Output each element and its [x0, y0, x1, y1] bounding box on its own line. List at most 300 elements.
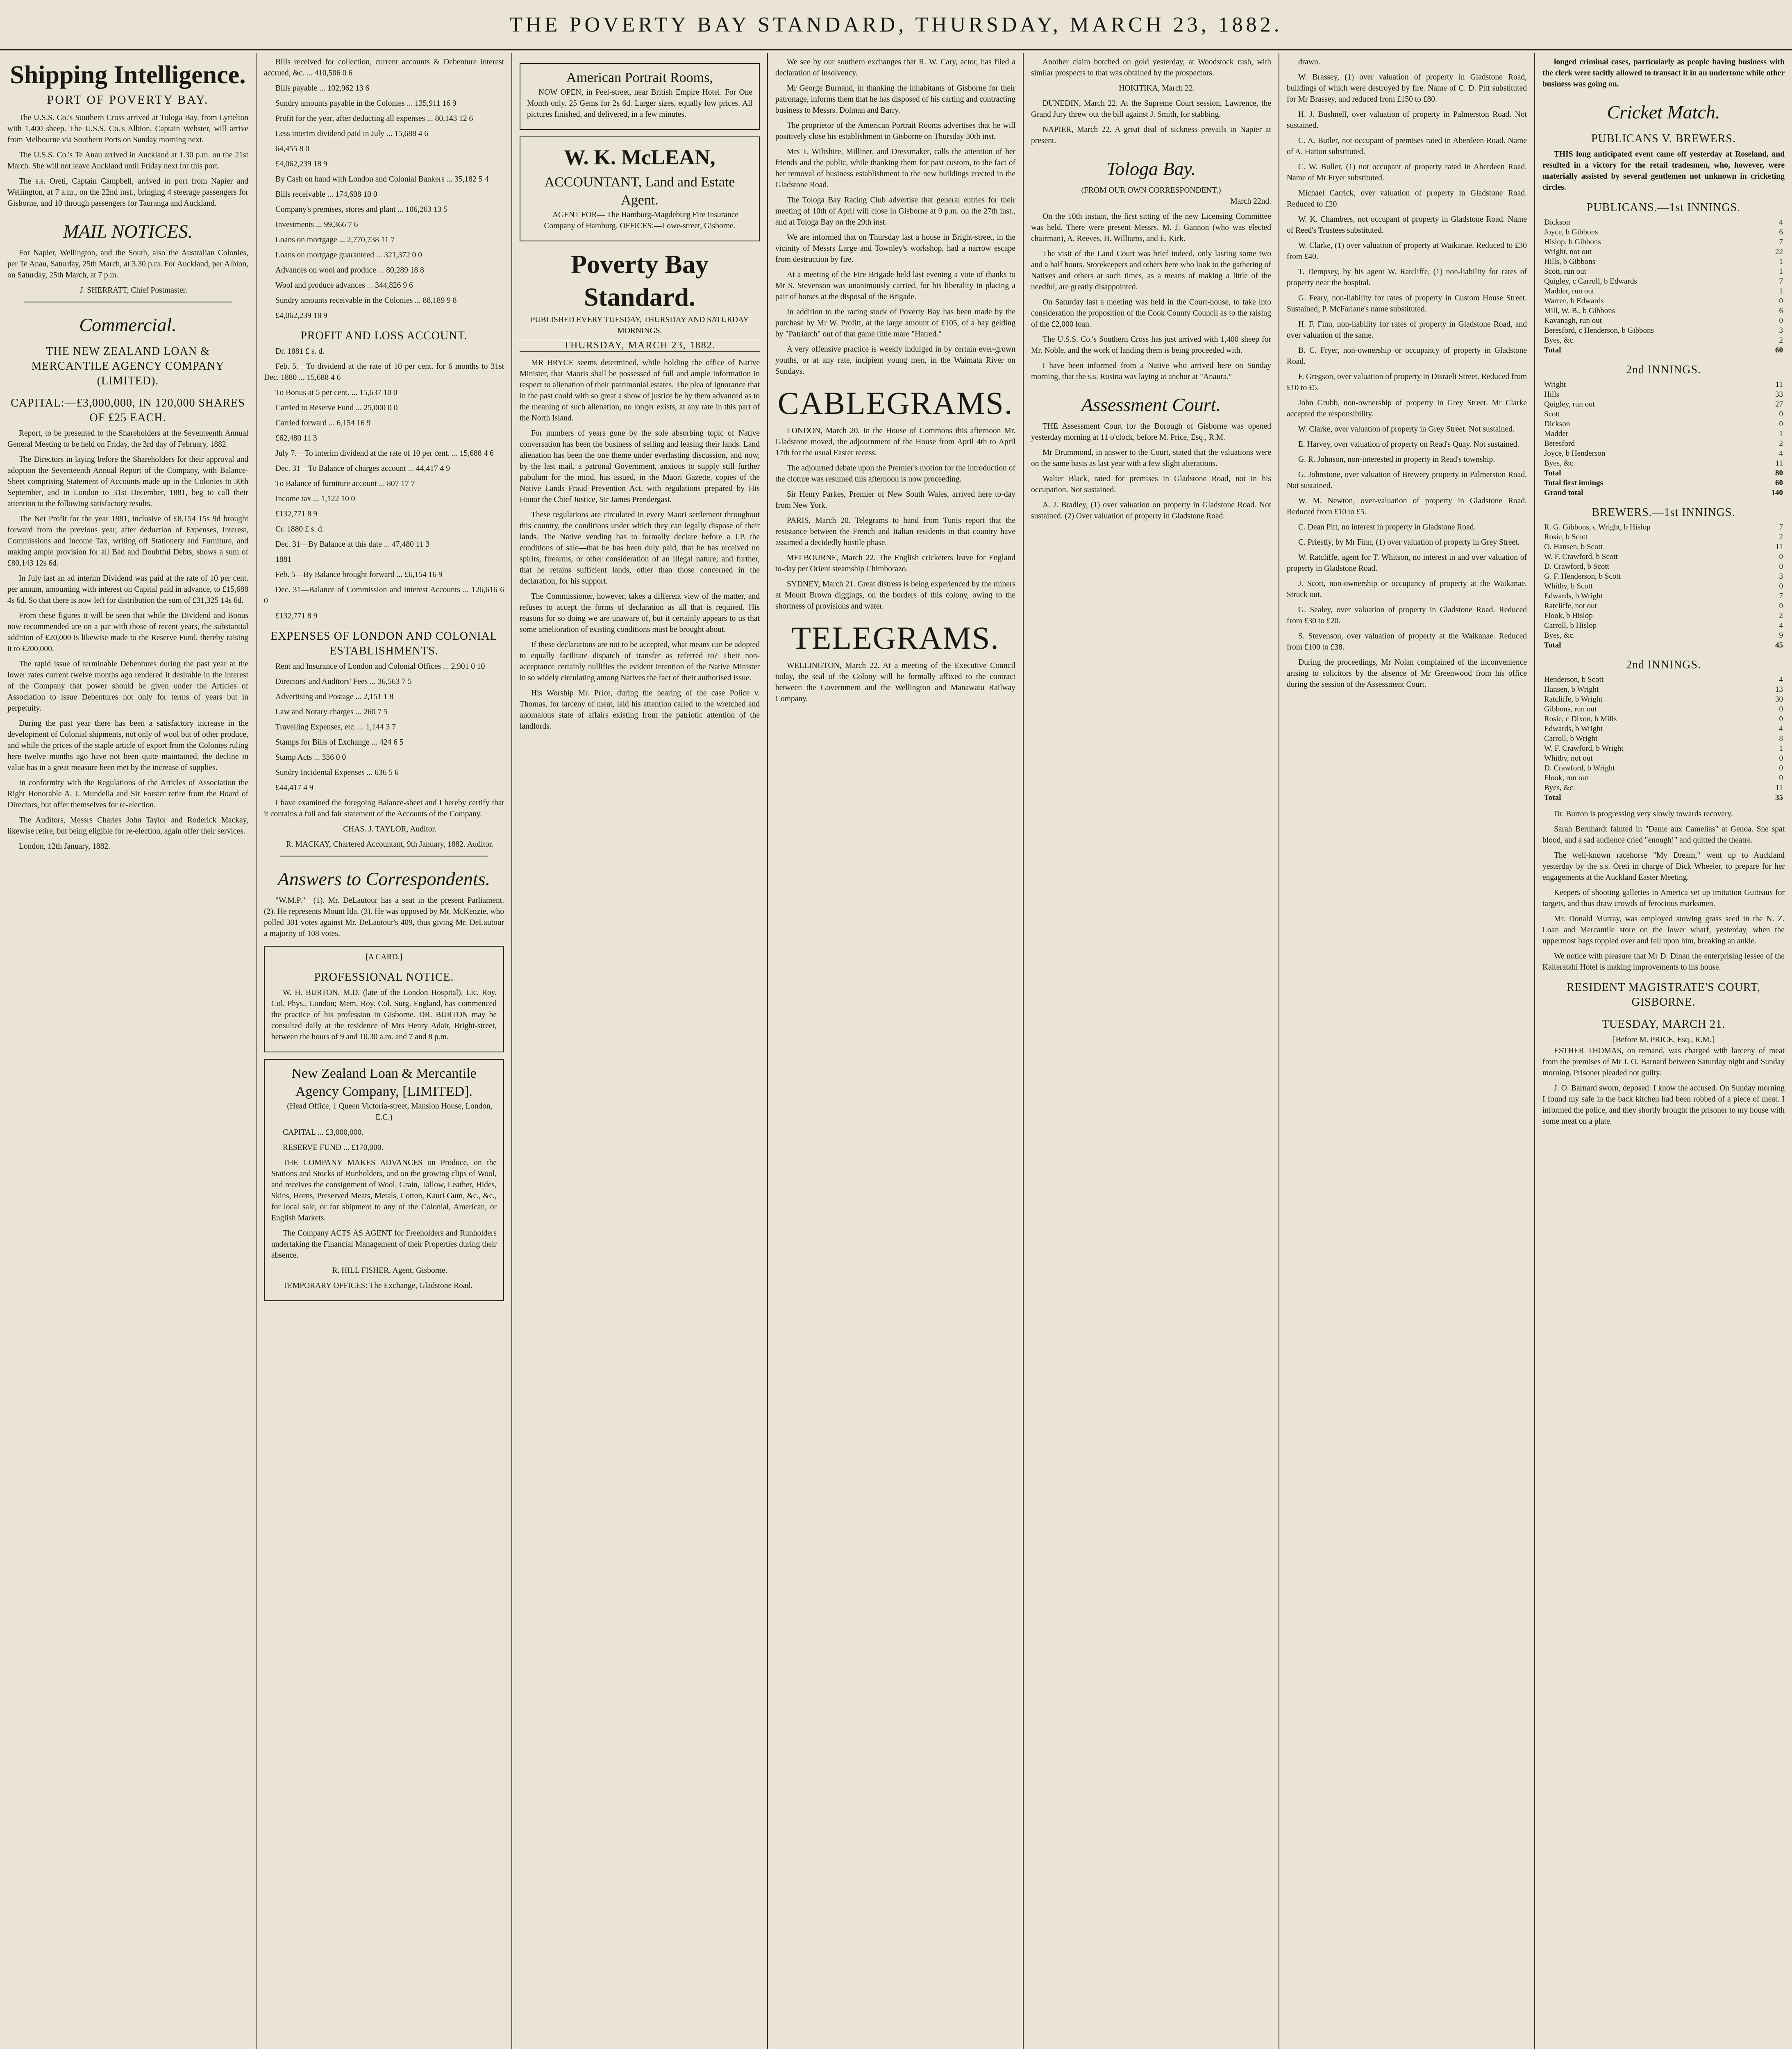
cable-paragraph: SYDNEY, March 21. Great distress is being experienced by the miners at Mount Brown diggings, on the borders of this colony, owing to the shortness of provisions and water.: [775, 580, 1015, 611]
scorecard-row: [1542, 724, 1785, 734]
ledger-line: Wool and produce advances ... 344,826 9 6: [275, 281, 413, 290]
scorecard-row: [1542, 542, 1785, 552]
batsman-name: Dickson: [1544, 218, 1570, 227]
scorecard-row: [1542, 316, 1785, 326]
portrait-ad: [520, 63, 760, 130]
cable-paragraph: MELBOURNE, March 22. The English cricketers leave for England to-day per Orient steamship Chimborazo.: [775, 554, 1015, 573]
ledger-line: July 7.—To interim dividend at the rate of 10 per cent. ... 15,688 4 6: [275, 449, 494, 458]
scorecard-total: Total 35: [1544, 793, 1783, 802]
batsman-runs: 0: [1779, 715, 1783, 723]
scorecard-row: [1542, 296, 1785, 306]
telegram-paragraph: WELLINGTON, March 22. At a meeting of the Executive Council today, the seal of the Colony will be formally affixed to the contract between the Government and the Wellington and Manawatu Railway Company.: [775, 661, 1015, 703]
address: (Head Office, 1 Queen Victoria-street, Mansion House, London, E.C.): [287, 1102, 493, 1122]
batsman-runs: 2: [1779, 611, 1783, 620]
assessment-entry: During the proceedings, Mr Nolan complained of the inconvenience arising to solicitors by the absence of Mr Greenwood from his office during the session of the Assessment Court.: [1287, 658, 1527, 689]
ledger-line: Loans on mortgage ... 2,770,738 11 7: [275, 236, 395, 244]
scorecard-row: [1542, 439, 1785, 449]
tologa-bay-heading: Tologa Bay.: [1106, 158, 1196, 179]
assessment-entry: H. F. Finn, non-liability for rates of property in Gladstone Road, and over valuation of the same.: [1287, 320, 1527, 340]
assessment-entry: G. Johnstone, over valuation of Brewery property in Palmerston Road. Not sustained.: [1287, 470, 1527, 490]
news-paragraph: Sarah Bernhardt fainted in "Dame aux Camelias" at Genoa. She spat blood, and a sad audience cried "enough!" and quitted the theatre.: [1542, 825, 1785, 845]
news-paragraph: The proprietor of the American Portrait Rooms advertises that he will positively close his establishment in Gisborne on Thursday 30th inst.: [775, 121, 1015, 141]
scorecard-row: [1542, 773, 1785, 783]
scorecard-row: [1542, 582, 1785, 591]
signature: R. HILL FISHER, Agent, Gisborne.: [332, 1266, 447, 1275]
batsman-name: Henderson, b Scott: [1544, 675, 1604, 684]
scorecard: [1542, 522, 1785, 650]
scorecard-heading: BREWERS.—1st INNINGS.: [1592, 506, 1735, 519]
assessment-entry: T. Dempsey, by his agent W. Ratcliffe, (1) non-liability for rates of property near the hospital.: [1287, 268, 1527, 287]
dateline: THURSDAY, MARCH 23, 1882.: [520, 340, 760, 352]
batsman-runs: 8: [1779, 734, 1783, 743]
scorecard-row: [1542, 267, 1785, 277]
assessment-entry: W. Ratcliffe, agent for T. Whitson, no interest in and over valuation of property in Gladstone Road.: [1287, 553, 1527, 573]
scorecard-heading: 2nd INNINGS.: [1626, 363, 1701, 376]
batsman-name: Wright, not out: [1544, 248, 1592, 256]
ledger-line: Loans on mortgage guaranteed ... 321,372 0 0: [275, 251, 422, 259]
batsman-name: D. Crawford, b Wright: [1544, 764, 1615, 772]
scorecard-row: [1542, 429, 1785, 439]
paragraph: The Net Profit for the year 1881, inclusive of £8,154 15s 9d brought forward from the previous year, after deduction of Expenses, Interest, Commissions and Income Tax, writing off Stationery and Furniture, and making ample provision for all Bad and Doubtful Debts, shows a sum of £80,143 12s 6d.: [7, 515, 248, 568]
batsman-name: Edwards, b Wright: [1544, 592, 1603, 600]
batsman-name: Edwards, b Wright: [1544, 725, 1603, 733]
batsman-runs: 11: [1775, 380, 1783, 389]
column-4: [768, 57, 1023, 2049]
paragraph: AGENT FOR— The Hamburg-Magdeburg Fire Insurance Company of Hamburg. OFFICES:—Lowe-street, Gisborne.: [544, 211, 739, 230]
scorecard-row: [1542, 532, 1785, 542]
scorecard-row: [1542, 400, 1785, 409]
ledger-line: Dec. 31—By Balance at this date ... 47,480 11 3: [275, 540, 430, 549]
batsman-runs: 11: [1775, 459, 1783, 468]
assessment-entry: H. J. Bushnell, over valuation of property in Palmerston Road. Not sustained.: [1287, 110, 1527, 130]
batsman-runs: 9: [1779, 631, 1783, 640]
scorecard-row: [1542, 675, 1785, 685]
news-paragraph: On the 10th instant, the first sitting of the new Licensing Committee was held. There were present Messrs. M. J. Gannon (who was elected chairman), A. Reeves, H. Williams, and E. Kirk.: [1031, 212, 1271, 243]
batsman-name: Beresford: [1544, 439, 1575, 448]
batsman-runs: 22: [1775, 248, 1783, 256]
ledger: [264, 57, 504, 321]
signature: R. MACKAY, Chartered Accountant, 9th January, 1882. Auditor.: [286, 840, 494, 849]
news-paragraph: THE Assessment Court for the Borough of Gisborne was opened yesterday morning at 11 o'clock, before M. Price, Esq., R.M.: [1031, 422, 1271, 442]
batsman-runs: 0: [1779, 582, 1783, 591]
scorecard-row: [1542, 695, 1785, 704]
scorecard-row: [1542, 621, 1785, 631]
news-paragraph: DUNEDIN, March 22. At the Supreme Court session, Lawrence, the Grand Jury threw out the bill against J. Smith, for stabbing.: [1031, 99, 1271, 119]
news-paragraph: Keepers of shooting galleries in America set up imitation Guiteaus for targets, and thus draw crowds of ferocious marksmen.: [1542, 888, 1785, 908]
batsman-name: Wright: [1544, 380, 1566, 389]
batsman-name: Scott: [1544, 410, 1560, 418]
batsman-name: Ratcliffe, not out: [1544, 602, 1597, 610]
batsman-name: Kavanagh, run out: [1544, 316, 1602, 325]
dateline: London, 12th January, 1882.: [19, 842, 110, 851]
batsman-runs: 0: [1779, 316, 1783, 325]
scorecard-row: [1542, 277, 1785, 286]
assessment-entry: F. Gregson, over valuation of property in Disraeli Street. Reduced from £10 to £5.: [1287, 373, 1527, 392]
ledger-line: Dec. 31—To Balance of charges account ... 44,417 4 9: [275, 464, 450, 473]
batsman-runs: 1: [1779, 429, 1783, 438]
ledger-line: 1881: [275, 555, 291, 564]
batsman-name: Dickson: [1544, 420, 1570, 428]
company-heading: THE NEW ZEALAND LOAN & MERCANTILE AGENCY COMPANY (LIMITED).: [31, 345, 225, 387]
editorial-paragraph: MR BRYCE seems determined, while holding the office of Native Minister, that Maoris shall be possessed of full and ample information in respect to alienation of their patrimonial estates. The plea of ignorance that in the past could with so great a show of justice be by them advanced as to the meaning of such alienation, no longer exists, at any rate in this part of the North Island.: [520, 359, 760, 423]
ledger-line: Advances on wool and produce ... 80,289 18 8: [275, 266, 424, 275]
batsman-name: Hislop, b Gibbons: [1544, 238, 1601, 246]
scorecard-row: [1542, 572, 1785, 582]
news-paragraph: A very offensive practice is weekly indulged in by certain ever-grown youths, or at any rate, incipient young men, in the Waimata River on Sundays.: [775, 345, 1015, 376]
batsman-name: Hills: [1544, 390, 1559, 399]
ledger-line: Stamps for Bills of Exchange ... 424 6 5: [275, 738, 404, 747]
paragraph: THE COMPANY MAKES ADVANCES on Produce, on the Stations and Stocks of Runholders, and on the growing clips of Wool, and receives the consignment of Wool, Grain, Tallow, Leather, Hides, Skins, Horns, Preserved Meats, Metals, Cotton, Kauri Gum, &c., &c., for local sale, or for shipment to any of the Colonial, American, or English Markets.: [271, 1159, 497, 1222]
batsman-runs: 3: [1779, 326, 1783, 335]
batsman-name: Byes, &c.: [1544, 631, 1575, 640]
ledger-total: £132,771 8 9: [275, 510, 318, 518]
batsman-runs: 4: [1779, 621, 1783, 630]
batsman-runs: 0: [1779, 764, 1783, 772]
news-paragraph: We see by our southern exchanges that R. W. Cary, actor, has filed a declaration of insolvency.: [775, 58, 1015, 77]
publication-note: PUBLISHED EVERY TUESDAY, THURSDAY AND SATURDAY MORNINGS.: [530, 316, 749, 335]
cable-paragraph: The adjourned debate upon the Premier's motion for the introduction of the cloture was resumed this afternoon is now proceeding.: [775, 464, 1015, 484]
assessment-entry: S. Stevenson, over valuation of property at the Waikanae. Reduced from £100 to £38.: [1287, 632, 1527, 652]
expenses-heading: EXPENSES OF LONDON AND COLONIAL ESTABLISHMENTS.: [270, 630, 497, 657]
news-paragraph: At a meeting of the Fire Brigade held last evening a vote of thanks to Mr S. Stevenson was unanimously carried, for his liberality in placing a pair of horses at the disposal of the Brigade.: [775, 270, 1015, 301]
batsman-runs: 1: [1779, 257, 1783, 266]
commercial-heading: Commercial.: [79, 314, 177, 335]
ledger-line: Feb. 5—By Balance brought forward ... £6,154 16 9: [275, 570, 443, 579]
news-paragraph: Mr George Burnand, in thanking the inhabitants of Gisborne for their patronage, informs them that he has disposed of his carting and contracting business to Messrs. Dolman and Barry.: [775, 84, 1015, 115]
rm-court-before: [Before M. PRICE, Esq., R.M.]: [1613, 1036, 1714, 1044]
news-paragraph: drawn.: [1298, 58, 1320, 66]
column-1: [0, 57, 256, 2049]
batsman-name: G. F. Henderson, b Scott: [1544, 572, 1621, 581]
batsman-runs: 0: [1779, 705, 1783, 713]
ledger-total: £4,062,239 18 9: [275, 311, 327, 320]
batsman-runs: 0: [1779, 754, 1783, 763]
batsman-runs: 7: [1779, 592, 1783, 600]
batsman-name: O. Hansen, b Scott: [1544, 543, 1603, 551]
paragraph: In July last an ad interim Dividend was paid at the rate of 10 per cent. per annum, amounting with interest on Capital paid in advance, to £15,688 4s 6d. So that there is now left for distribution the sum of £31,325 14s 6d.: [7, 574, 248, 605]
assessment-entry: John Grubb, non-ownership of property in Grey Street. Mr Clarke accepted the responsibility.: [1287, 399, 1527, 418]
batsman-name: Joyce, b Henderson: [1544, 449, 1606, 458]
answers-heading: Answers to Correspondents.: [277, 868, 491, 889]
card-label: [A CARD.]: [366, 953, 402, 961]
scorecard-row: [1542, 783, 1785, 793]
assessment-entry: W. Brassey, (1) over valuation of property in Gladstone Road, buildings of which were destroyed by fire. Name of C. D. Pitt substituted for Mr Brassey, and reduced from £150 to £80.: [1287, 73, 1527, 104]
assessment-entry: C. Priestly, by Mr Finn, (1) over valuation of property in Grey Street.: [1298, 538, 1520, 547]
scorecard-row: [1542, 562, 1785, 572]
scorecard-row: [1542, 611, 1785, 621]
scorecard-row: [1542, 306, 1785, 316]
address: TEMPORARY OFFICES: The Exchange, Gladstone Road.: [283, 1281, 473, 1290]
ledger-line: Law and Notary charges ... 260 7 5: [275, 708, 388, 716]
ledger-line: Feb. 5.—To dividend at the rate of 10 per cent. for 6 months to 31st Dec. 1880 ... 15,688 4 6: [264, 362, 504, 382]
scorecard-row: [1542, 449, 1785, 459]
batsman-runs: 1: [1779, 744, 1783, 753]
ledger-line: Carried forward ... 6,154 16 9: [275, 419, 371, 427]
shipping-heading: Shipping Intelligence.: [10, 61, 246, 89]
news-paragraph: We are informed that on Thursday last a house in Bright-street, in the vicinity of Messrs Large and Townley's workshop, had a narrow escape from destruction by fire.: [775, 233, 1015, 264]
scorecard-row: [1542, 734, 1785, 744]
assessment-entry: W. Clarke, (1) over valuation of property at Waikanae. Reduced to £30 from £40.: [1287, 241, 1527, 261]
ledger-total: £44,417 4 9: [275, 784, 313, 792]
signature: J. SHERRATT, Chief Postmaster.: [80, 286, 187, 295]
scorecard-total: Total 60: [1544, 346, 1783, 354]
ad-heading: PROFESSIONAL NOTICE.: [314, 971, 454, 984]
ledger-line: Travelling Expenses, etc. ... 1,144 3 7: [275, 723, 396, 731]
ledger-line: Investments ... 99,366 7 6: [275, 220, 358, 229]
batsman-runs: 0: [1779, 562, 1783, 571]
news-paragraph: I have been informed from a Native who arrived here on Sunday morning, that the s.s. Rosina was laying at anchor at "Anaura.": [1031, 361, 1271, 381]
news-paragraph: Another claim botched on gold yesterday, at Woodstock rush, with similar prospects to that was obtained by the prospectors.: [1031, 58, 1271, 77]
batsman-runs: 27: [1775, 400, 1783, 409]
paragraph: In conformity with the Regulations of the Articles of Association the Right Honorable A. J. Mundella and Sir Forster retire from the Board of Directors, but offer themselves for re-election.: [7, 779, 248, 809]
ledger-total: £4,062,239 18 9: [275, 160, 327, 168]
batsman-runs: 1: [1779, 267, 1783, 276]
dateline: March 22nd.: [1230, 197, 1271, 206]
editorial-paragraph: The Commissioner, however, takes a different view of the matter, and refuses to accept the forms of declaration as all that is required. His reasons for so doing we are unaware of, but it certainly appears to us that some amelioration of existing conditions must be brought about.: [520, 592, 760, 634]
scorecard-row: [1542, 685, 1785, 695]
scorecard-row: [1542, 552, 1785, 562]
assessment-entry: B. C. Fryer, non-ownership or occupancy of property in Gladstone Road.: [1287, 346, 1527, 366]
paragraph: "W.M.P."—(1). Mr. DeLautour has a seat in the present Parliament. (2). He represents Mount Ida. (3). He was opposed by Mr. McKenzie, who polled 301 votes against Mr. DeLautour's 409, thus giving Mr. DeLautour a majority of 108 votes.: [264, 896, 504, 938]
news-paragraph: On Saturday last a meeting was held in the Court-house, to take into consideration the proposition of the Cook County Council as to the raising of the £2,000 loan.: [1031, 298, 1271, 329]
scorecard-row: [1542, 326, 1785, 336]
assessment-court-heading: Assessment Court.: [1081, 394, 1221, 415]
scorecard-row: [1542, 336, 1785, 345]
news-paragraph: longed criminal cases, particularly as people having business with the clerk were tacitly allowed to transact it in an undertone while other business was going on.: [1542, 58, 1785, 89]
paragraph: The U.S.S. Co.'s Southern Cross arrived at Tologa Bay, from Lyttelton with 1,400 sheep. The U.S.S. Co.'s Albion, Captain Webster, will arrive from Melbourne via Southern Ports on Sunday morning next.: [7, 114, 248, 144]
batsman-runs: 1: [1779, 287, 1783, 295]
scorecard-row: [1542, 591, 1785, 601]
paragraph: The rapid issue of terminable Debentures during the past year at the lower rates current twelve months ago rendered it desirable in the interest of the Company that power should be given under the Articles of Association to issue Debentures not only for terms of years but in perpetuity.: [7, 660, 248, 713]
rm-court-heading: RESIDENT MAGISTRATE'S COURT, GISBORNE.: [1567, 981, 1760, 1009]
ad-heading: W. K. McLEAN,: [564, 146, 715, 169]
scorecard-total: Total first innings 60: [1544, 479, 1783, 487]
news-paragraph: Mrs T. Wiltshire, Milliner, and Dressmaker, calls the attention of her friends and the public, while thanking them for past custom, to the fact of her removal of business establishment to the new buildings erected in the Gladstone Road.: [775, 148, 1015, 189]
batsman-name: Madder: [1544, 429, 1569, 438]
ad-subheading: ACCOUNTANT, Land and Estate Agent.: [544, 175, 735, 208]
scorecard-row: [1542, 237, 1785, 247]
cable-paragraph: Sir Henry Parkes, Premier of New South Wales, arrived here to-day from New York.: [775, 490, 1015, 510]
signature: CHAS. J. TAYLOR, Auditor.: [343, 825, 436, 834]
ledger-line: 64,455 8 0: [275, 145, 309, 153]
news-paragraph: Dr. Burton is progressing very slowly towards recovery.: [1554, 810, 1733, 818]
batsman-name: Byes, &c.: [1544, 784, 1575, 792]
ledger-line: Dec. 31—Balance of Commission and Interest Accounts ... 126,616 6 0: [264, 586, 504, 605]
scorecard-row: [1542, 227, 1785, 237]
ledger-line: RESERVE FUND ... £170,000.: [283, 1143, 384, 1152]
scorecard-row: [1542, 257, 1785, 267]
capital-heading: CAPITAL:—£3,000,000, IN 120,000 SHARES OF £25 EACH.: [11, 397, 245, 424]
batsman-runs: 13: [1775, 685, 1783, 694]
column-7: [1535, 57, 1792, 2049]
scorecard-row: [1542, 390, 1785, 400]
ad-heading: American Portrait Rooms,: [566, 70, 713, 85]
batsman-runs: 6: [1779, 307, 1783, 315]
batsman-name: Ratcliffe, b Wright: [1544, 695, 1603, 704]
paper-title: Poverty Bay Standard.: [571, 250, 709, 311]
news-paragraph: The Tologa Bay Racing Club advertise that general entries for their meeting of 10th of April will close in Gisborne at 9 p.m. on the 27th inst., and at Tologa Bay on the 29th inst.: [775, 196, 1015, 227]
scorecard-total: Total 80: [1544, 469, 1783, 477]
scorecard-row: [1542, 754, 1785, 763]
paragraph: During the past year there has been a satisfactory increase in the development of Colonial shipments, not only of wool but of other produce, and while the prices of the staple article of export from the Colonies ruling here twelve months ago have not been quite maintained, the decline in value has in a great measure been met by the increase of supplies.: [7, 719, 248, 772]
scorecard-heading: PUBLICANS.—1st INNINGS.: [1586, 201, 1741, 214]
scorecard-row: [1542, 601, 1785, 611]
column-5: [1024, 57, 1279, 2049]
cable-paragraph: LONDON, March 20. In the House of Commons this afternoon Mr. Gladstone moved, the adjournment of the House from April 4th to April 17th for the usual Easter recess.: [775, 427, 1015, 457]
ledger-line: Advertising and Postage ... 2,151 1 8: [275, 693, 394, 701]
paragraph: The Auditors, Messrs Charles John Taylor and Roderick Mackay, likewise retire, but being eligible for re-election, again offer their services.: [7, 816, 248, 836]
news-paragraph: Walter Black, rated for premises in Gladstone Road, not in his occupation. Not sustained.: [1031, 475, 1271, 494]
batsman-name: Flook, b Hislop: [1544, 611, 1593, 620]
news-paragraph: The visit of the Land Court was brief indeed, only lasting some two and a half hours. Storekeepers and others here who look to the gathering of Natives and others at such times, as a means of making a little of the needful, are greatly disappointed.: [1031, 250, 1271, 291]
batsman-name: Warren, b Edwards: [1544, 297, 1604, 305]
ledger-line: Carried to Reserve Fund ... 25,000 0 0: [275, 404, 398, 412]
batsman-runs: 11: [1775, 784, 1783, 792]
assessment-entry: Michael Carrick, over valuation of property in Gladstone Road. Reduced to £20.: [1287, 189, 1527, 209]
editorial-paragraph: If these declarations are not to be accepted, what means can be adopted to equally facilitate dispatch of transfer as referred to? Their non-acceptance certainly nullifies the evident intention of the Native Minister in so widely circulating among Natives the fact of their authorised issue.: [520, 641, 760, 682]
scorecard-row: [1542, 459, 1785, 468]
batsman-runs: 7: [1779, 277, 1783, 286]
cricket-heading: Cricket Match.: [1607, 102, 1720, 123]
assessment-entry: E. Harvey, over valuation of property on Read's Quay. Not sustained.: [1298, 440, 1519, 449]
batsman-name: Gibbons, run out: [1544, 705, 1597, 713]
batsman-runs: 2: [1779, 533, 1783, 541]
paragraph: The s.s. Oreti, Captain Campbell, arrived in port from Napier and Wellington, at 7 a.m., on the 22nd inst., bringing 4 steerage passengers for Gisborne, and 10 through passengers for Tauranga and Auckland.: [7, 177, 248, 208]
ledger-line: Bills receivable ... 174,608 10 0: [275, 190, 377, 199]
news-paragraph: We notice with pleasure that Mr D. Dinan the enterprising lessee of the Kaiteratahi Hotel is making improvements to his house.: [1542, 952, 1785, 972]
batsman-name: Flook, run out: [1544, 774, 1589, 782]
batsman-name: Scott, run out: [1544, 267, 1586, 276]
news-paragraph: The well-known racehorse "My Dream," went up to Auckland yesterday by the s.s. Oreti in charge of Dick Wheeler, to prepare for her engagements at the Auckland Easter Meeting.: [1542, 851, 1785, 882]
ledger-line: Sundry amounts receivable in the Colonies ... 88,189 9 8: [275, 296, 457, 305]
batsman-name: Byes, &c.: [1544, 459, 1575, 468]
batsman-name: Byes, &c.: [1544, 336, 1575, 345]
assessment-entry: C. W. Buller, (1) not occupant of property rated in Aberdeen Road. Name of Mr Fryer substituted.: [1287, 163, 1527, 182]
batsman-name: Beresford, c Henderson, b Gibbons: [1544, 326, 1654, 335]
batsman-name: W. F. Crawford, b Wright: [1544, 744, 1624, 753]
ledger-line: Sundry Incidental Expenses ... 636 5 6: [275, 768, 399, 777]
news-paragraph: NAPIER, March 22. A great deal of sickness prevails in Napier at present.: [1031, 125, 1271, 145]
scorecard-row: [1542, 631, 1785, 641]
paragraph: For Napier, Wellington, and the South, also the Australian Colonies, per Te Anau, Saturday, 25th March, at 3.30 p.m. For Auckland, per Albion, on Saturday, 25th March, at 7 p.m.: [7, 249, 248, 279]
assessment-entry: G. Sealey, over valuation of property in Gladstone Road. Reduced from £30 to £20.: [1287, 606, 1527, 625]
dateline: HOKITIKA, March 22.: [1119, 84, 1195, 93]
column-3: [512, 57, 767, 2049]
mclean-ad: [520, 136, 760, 241]
scorecard: [1542, 675, 1785, 803]
paragraph: I have examined the foregoing Balance-sheet and I hereby certify that it contains a full and fair statement of the Accounts of the Company.: [264, 799, 504, 818]
scorecard-total: Grand total 140: [1544, 488, 1783, 497]
news-paragraph: THIS long anticipated event came off yesterday at Roseland, and resulted in a victory for the retail tradesmen, who, however, were materially assisted by several gentlemen not unknown in cricketing circles.: [1542, 150, 1785, 192]
batsman-runs: 4: [1779, 675, 1783, 684]
assessment-entry: C. A. Butler, not occupant of premises rated in Aberdeen Road. Name of A. Hatton substituted.: [1287, 136, 1527, 156]
batsman-runs: 33: [1775, 390, 1783, 399]
assessment-entry: G. Feary, non-liability for rates of property in Custom House Street. Sustained; P. McFarlane's name substituted.: [1287, 294, 1527, 313]
batsman-name: Whitby, not out: [1544, 754, 1593, 763]
ledger-line: Rent and Insurance of London and Colonial Offices ... 2,901 0 10: [275, 662, 485, 671]
batsman-runs: 4: [1779, 725, 1783, 733]
news-paragraph: The U.S.S. Co.'s Southern Cross has just arrived with 1,400 sheep for Mr. Noble, and the work of landing them is being proceeded with.: [1031, 335, 1271, 355]
cable-paragraph: PARIS, March 20. Telegrams to hand from Tunis report that the resistance between the French and Italian residents in that country have assumed a decidedly hostile phase.: [775, 516, 1015, 547]
paragraph: NOW OPEN, in Peel-street, near British Empire Hotel. For One Month only. 25 Gems for 2s 6d. Larger sizes, equally low prices. All pictures finished, and delivered, in a few minutes.: [527, 88, 752, 119]
assessment-entry: J. Scott, non-ownership or occupancy of property at the Waikanae. Struck out.: [1287, 579, 1527, 599]
batsman-name: D. Crawford, b Scott: [1544, 562, 1609, 571]
scorecard-row: [1542, 380, 1785, 390]
ledger-line: Sundry amounts payable in the Colonies ... 135,911 16 9: [275, 99, 457, 108]
assessment-entry: G. R. Johnson, non-interested in property in Read's township.: [1298, 455, 1495, 464]
batsman-runs: 0: [1779, 552, 1783, 561]
ad-heading: New Zealand Loan & Mercantile Agency Company, [LIMITED].: [291, 1066, 477, 1099]
professional-notice-ad: [264, 946, 504, 1052]
batsman-runs: 4: [1779, 449, 1783, 458]
ledger-line: By Cash on hand with London and Colonial Bankers ... 35,182 5 4: [275, 175, 488, 184]
ledger-line: Cr. 1880 £ s. d.: [275, 525, 324, 534]
paragraph: Report, to be presented to the Shareholders at the Seventeenth Annual General Meeting to be held on Friday, the 3rd day of February, 1882.: [7, 429, 248, 449]
ledger-total: £62,480 11 3: [275, 434, 317, 443]
batsman-runs: 3: [1779, 572, 1783, 581]
ledger-line: To Bonus at 5 per cent. ... 15,637 10 0: [275, 388, 397, 397]
scorecard-row: [1542, 704, 1785, 714]
assessment-entry: W. K. Chambers, not occupant of property in Gladstone Road. Name of Reed's Trustees substituted.: [1287, 215, 1527, 235]
batsman-runs: 0: [1779, 774, 1783, 782]
ledger-total: £132,771 8 9: [275, 612, 318, 620]
paragraph: The Directors in laying before the Shareholders for their approval and adoption the Seventeenth Annual Report of the Company, with Balance-Sheet comprising Statement of Accounts made up in the Colonies to 30th September, and in London to 31st December, 1881, beg to call their attention to the following satisfactory results.: [7, 455, 248, 508]
batsman-name: W. F. Crawford, b Scott: [1544, 552, 1618, 561]
editorial-paragraph: These regulations are circulated in every Maori settlement throughout this country, the conditions under which they can legally dispose of their lands. The Native vending has to formally declare before a J.P. the conditions of sale—that he has been duly paid, that he has received no spirits, firearms, or other consideration of an illegal nature; and further, that he retains sufficient lands, other than those concerned in the declaration, for his support.: [520, 511, 760, 586]
ledger-line: Income tax ... 1,122 10 0: [275, 495, 355, 503]
scorecard-row: [1542, 419, 1785, 429]
scorecard: [1542, 380, 1785, 498]
ledger-line: Less interim dividend paid in July ... 15,688 4 6: [275, 129, 429, 138]
ledger-line: To Balance of furniture account ... 807 17 7: [275, 479, 415, 488]
scorecard-heading: 2nd INNINGS.: [1626, 659, 1701, 671]
editorial-paragraph: His Worship Mr. Price, during the hearing of the case Police v. Thomas, for larceny of meat, laid his attention called to the wretched and anomalous state of affairs existing from the patriotic attention of the landlords.: [520, 689, 760, 731]
batsman-runs: 0: [1779, 602, 1783, 610]
batsman-runs: 7: [1779, 523, 1783, 532]
news-paragraph: A. J. Bradley, (1) over valuation on property in Gladstone Road. Not sustained. (2) Over valuation of property in Gladstone Road.: [1031, 501, 1271, 520]
column-6: [1279, 57, 1534, 2049]
batsman-runs: 6: [1779, 228, 1783, 236]
paragraph: W. H. BURTON, M.D. (late of the London Hospital), Lic. Roy. Col. Phys., London; Mem. Roy. Col. Surg. England, has commenced the practice of his profession in Gisborne. DR. BURTON may be consulted daily at the residence of Mrs Henry Adair, Bright-street, between the hours of 9 and 10.30 a.m. and 7 and 8 p.m.: [271, 988, 497, 1041]
news-paragraph: J. O. Barnard sworn, deposed: I know the accused. On Sunday morning I found my safe in the back kitchen had been robbed of a piece of meat. I informed the police, and they shortly brought the prisoner to my house with some meat on a plate.: [1542, 1084, 1785, 1126]
batsman-name: Carroll, b Hislop: [1544, 621, 1597, 630]
batsman-name: Madder, run out: [1544, 287, 1594, 295]
ledger-line: Bills received for collection, current accounts & Debenture interest accrued, &c. ... 410,506 0 6: [264, 58, 504, 77]
editorial-paragraph: For numbers of years gone by the sole absorbing topic of Native conversation has been the business of selling and leasing their lands. Land alienation has been the one theme under everlasting discussion, and now, by the last mail, a patronal Government, anxious to supply still further pabulum for the mind, has issued, in the Maori Gazette, copies of the Native Lands Fraud Prevention Act, with regulations prepared by His Honor the Chief Justice, Sir James Prendergast.: [520, 429, 760, 504]
batsman-name: Mill, W. B., b Gibbons: [1544, 307, 1615, 315]
assessment-entry: C. Dean Pitt, no interest in property in Gladstone Road.: [1298, 523, 1476, 532]
scorecard-row: [1542, 409, 1785, 419]
scorecard-row: [1542, 247, 1785, 257]
telegrams-heading: TELEGRAMS.: [791, 620, 999, 656]
batsman-name: Hills, b Gibbons: [1544, 257, 1596, 266]
ledger-line: Stamp Acts ... 336 0 0: [275, 753, 346, 762]
scorecard-row: [1542, 714, 1785, 724]
batsman-name: Rosie, b Scott: [1544, 533, 1588, 541]
batsman-runs: 2: [1779, 439, 1783, 448]
batsman-name: Hansen, b Wright: [1544, 685, 1599, 694]
port-heading: PORT OF POVERTY BAY.: [47, 93, 209, 107]
batsman-runs: 11: [1775, 543, 1783, 551]
ledger-line: Directors' and Auditors' Fees ... 36,563 7 5: [275, 677, 412, 686]
batsman-runs: 2: [1779, 336, 1783, 345]
scorecard-row: [1542, 522, 1785, 532]
mail-notices-heading: MAIL NOTICES.: [63, 221, 193, 242]
rm-court-date: TUESDAY, MARCH 21.: [1601, 1018, 1726, 1031]
batsman-runs: 0: [1779, 420, 1783, 428]
correspondent-note: (FROM OUR OWN CORRESPONDENT.): [1081, 186, 1221, 195]
ledger-line: Dr. 1881 £ s. d.: [275, 347, 325, 356]
